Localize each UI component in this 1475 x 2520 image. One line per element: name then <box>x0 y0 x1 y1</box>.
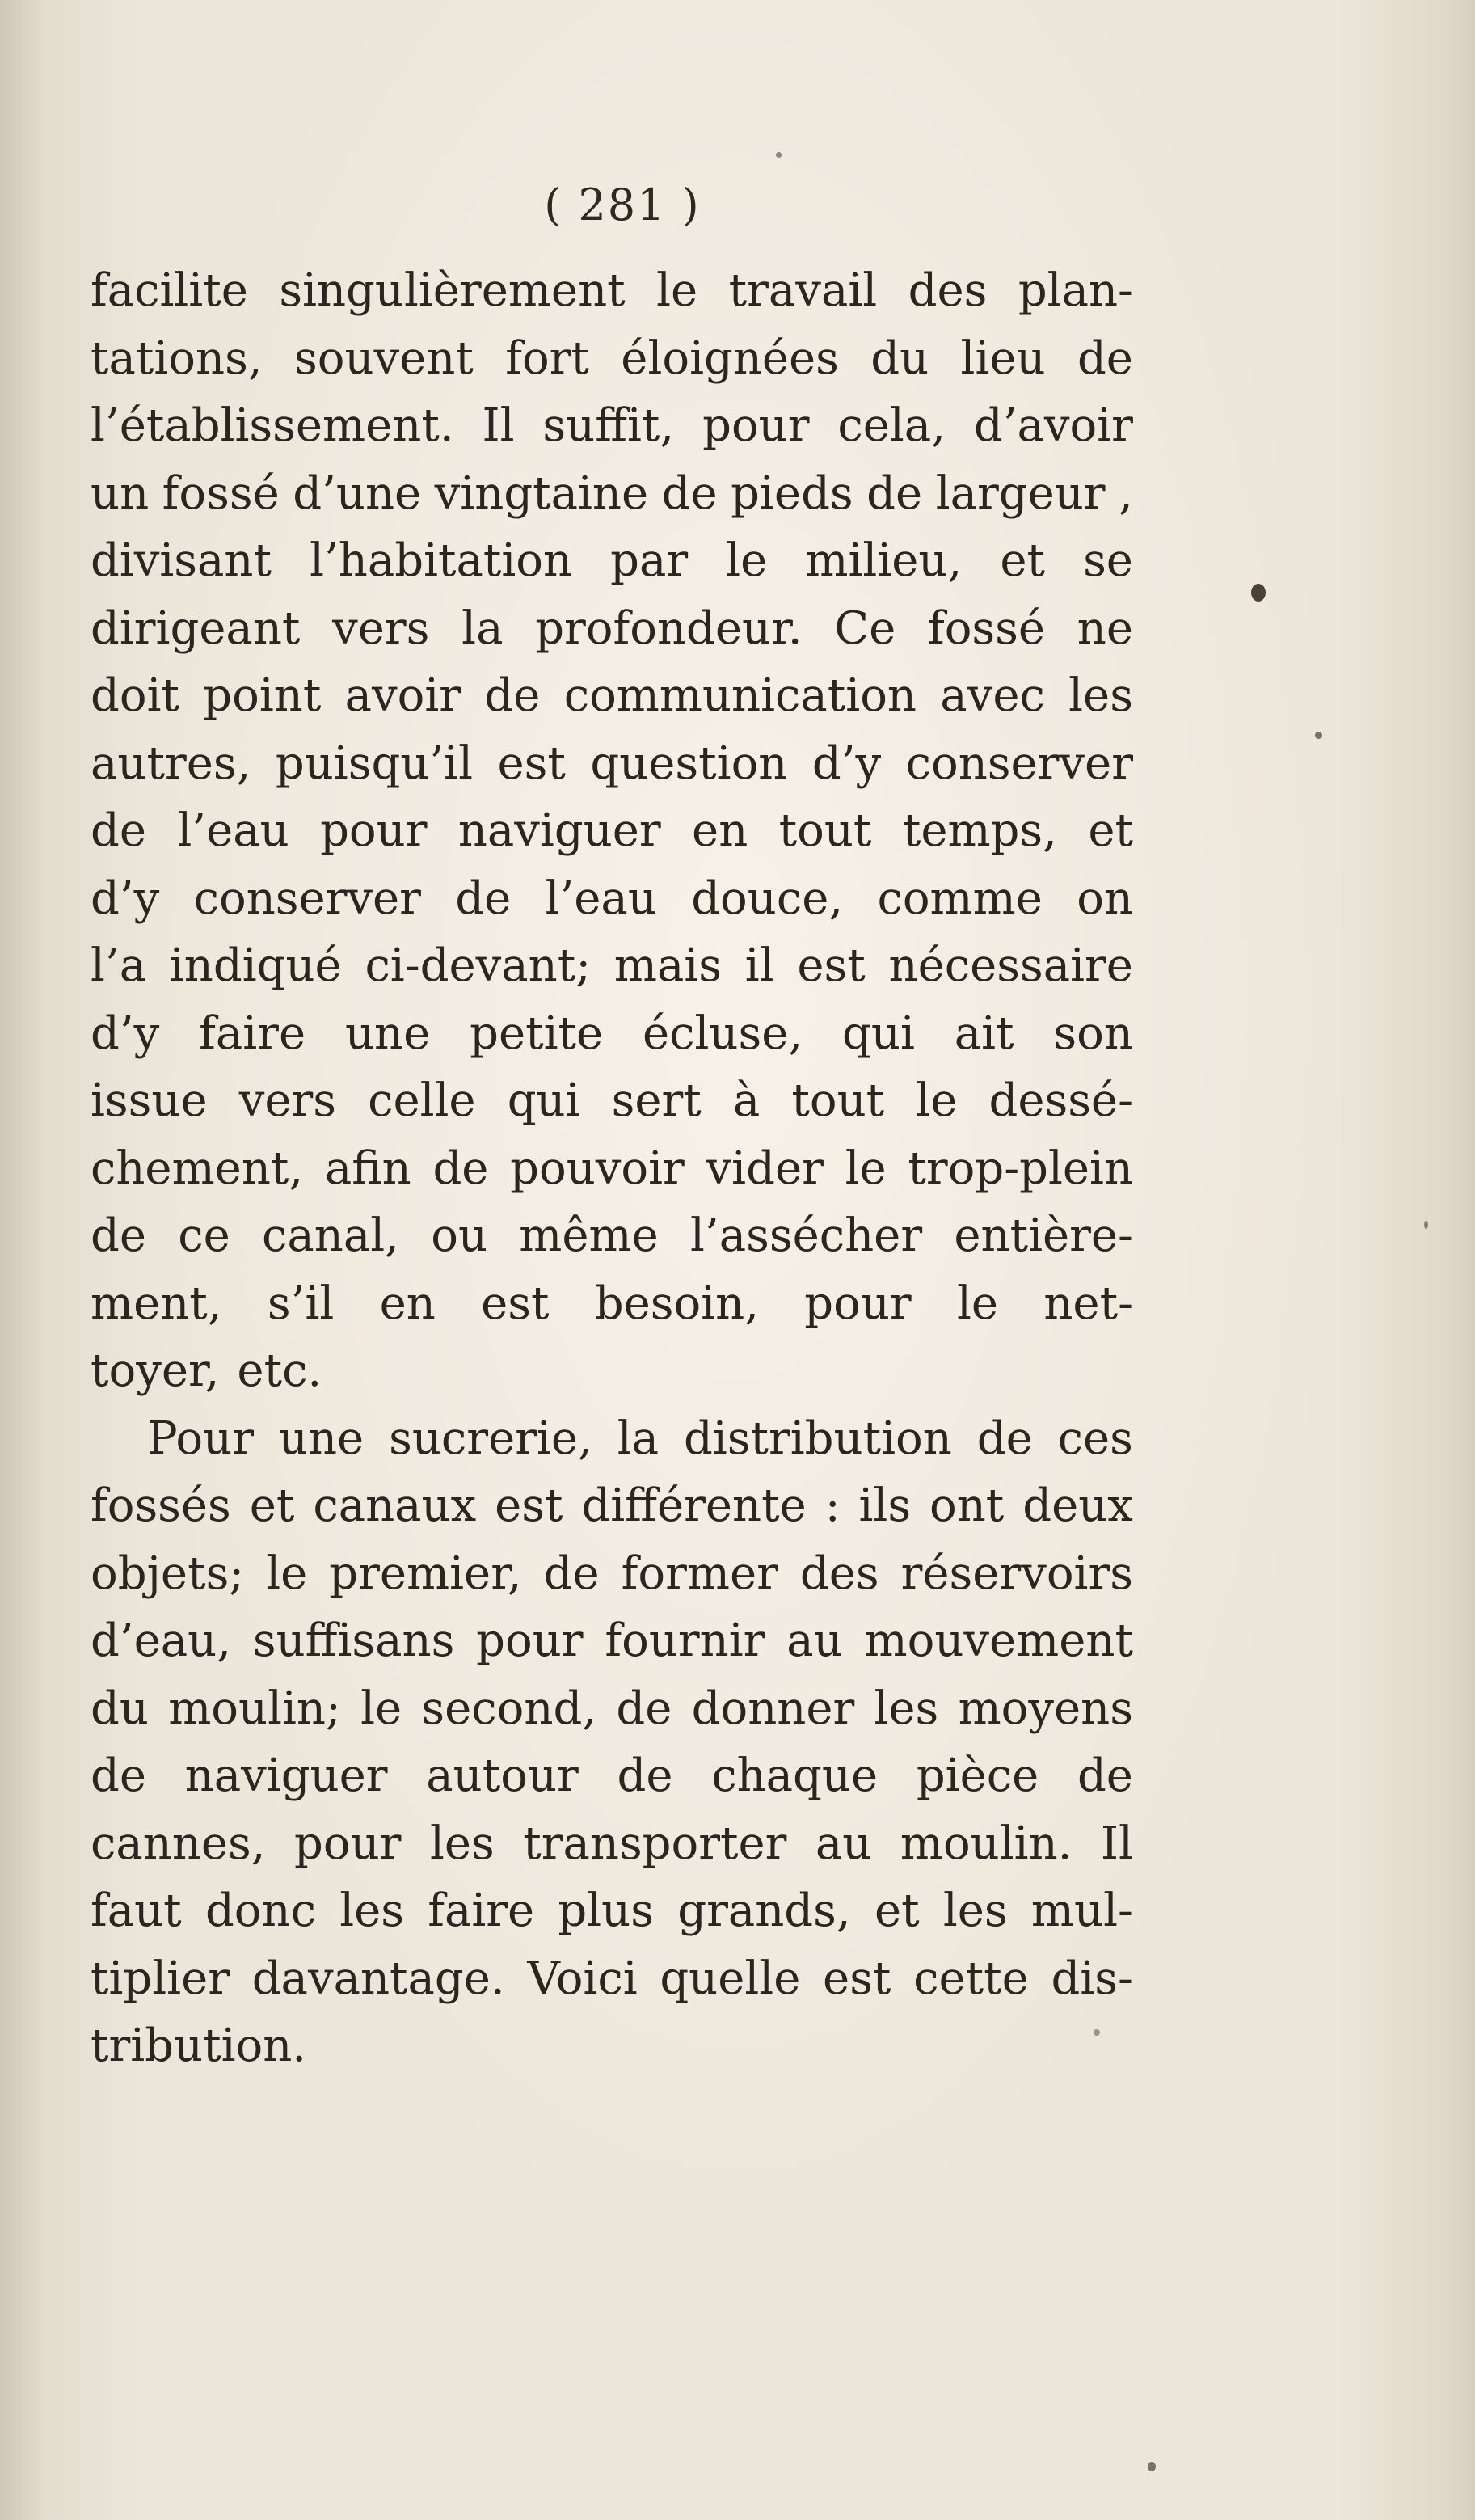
word: dessé- <box>988 1074 1133 1127</box>
word: entière- <box>954 1209 1133 1262</box>
word: autres, <box>91 737 251 790</box>
word: les <box>429 1817 495 1870</box>
ink-spot <box>1251 584 1266 602</box>
word: et <box>1088 804 1133 857</box>
word: grands, <box>677 1885 851 1937</box>
word: des <box>799 1547 879 1600</box>
word: canal, <box>262 1209 399 1262</box>
word: travail <box>728 264 878 317</box>
word: sucrerie, <box>389 1412 592 1465</box>
word: ci-devant; <box>365 939 592 992</box>
word: Il <box>1100 1817 1133 1870</box>
word: les <box>1068 669 1133 722</box>
word: qui <box>842 1007 915 1060</box>
text-line <box>91 1472 1133 1540</box>
ink-spot <box>1315 732 1322 739</box>
word: et <box>1000 534 1045 587</box>
word: pour <box>294 1817 402 1870</box>
page-number: ( 281 ) <box>544 179 701 230</box>
body-text <box>91 257 1133 2080</box>
word: en <box>379 1277 436 1330</box>
word: le <box>726 534 768 587</box>
word: en <box>692 804 748 857</box>
word: pour <box>702 399 810 452</box>
word: naviguer <box>184 1750 388 1802</box>
word: celle <box>368 1074 476 1127</box>
text-line <box>91 1945 1133 2013</box>
word: souvent <box>293 331 474 385</box>
word: même <box>519 1209 659 1262</box>
word: dirigeant <box>91 602 301 655</box>
word: canaux <box>313 1479 477 1532</box>
word: transporter <box>523 1817 787 1870</box>
word: Voici <box>527 1952 638 2005</box>
word: du <box>870 331 929 385</box>
word: de <box>91 804 146 857</box>
text-line <box>91 1405 1133 1473</box>
word: deux <box>1022 1479 1133 1532</box>
word: est <box>497 737 566 790</box>
text-line <box>91 1607 1133 1675</box>
word: donc <box>204 1885 316 1937</box>
word: ou <box>431 1209 488 1262</box>
word: pieds <box>731 466 853 520</box>
word: tribution. <box>91 2020 307 2072</box>
word: au <box>786 1615 843 1667</box>
word: on <box>1077 872 1133 925</box>
word: cannes, <box>91 1817 266 1870</box>
word: faut <box>91 1885 182 1937</box>
word: ment, <box>91 1277 222 1330</box>
word: naviguer <box>457 804 661 857</box>
word: se <box>1083 534 1133 587</box>
word: réservoirs <box>900 1547 1133 1600</box>
word: nécessaire <box>888 939 1133 992</box>
word: faire <box>428 1885 535 1937</box>
text-line <box>91 2012 1133 2080</box>
word: davantage. <box>251 1952 505 2005</box>
word: ces <box>1057 1412 1133 1465</box>
word: douce, <box>691 872 844 925</box>
ink-spot <box>776 152 782 158</box>
word: question <box>590 737 788 790</box>
word: son <box>1053 1007 1133 1060</box>
word: l’assécher <box>690 1209 923 1262</box>
word: communication <box>563 669 917 722</box>
word: cette <box>913 1952 1029 2005</box>
word: largeur <box>935 466 1106 520</box>
word: ce <box>178 1209 230 1262</box>
word: différente <box>581 1479 807 1532</box>
word: Il <box>482 399 515 452</box>
word: conserver <box>193 872 421 925</box>
word: écluse, <box>643 1007 803 1060</box>
word: fossés <box>91 1479 231 1532</box>
text-line <box>91 257 1133 325</box>
word: fossé <box>927 602 1046 655</box>
word: ont <box>929 1479 1005 1532</box>
word: net- <box>1043 1277 1133 1330</box>
word: faire <box>199 1007 306 1060</box>
word: temps, <box>902 804 1057 857</box>
word: les <box>942 1885 1008 1937</box>
word: chement, <box>91 1142 304 1195</box>
word: est <box>823 1952 891 2005</box>
word: par <box>610 534 689 587</box>
word: milieu, <box>805 534 963 587</box>
word: petite <box>470 1007 604 1060</box>
word: vider <box>706 1142 824 1195</box>
word: doit <box>91 669 179 722</box>
word: chaque <box>711 1750 879 1802</box>
text-line <box>91 1270 1133 1338</box>
word: suffit, <box>542 399 675 452</box>
word: lieu <box>960 331 1046 385</box>
word: s’il <box>267 1277 335 1330</box>
word: , <box>1119 466 1133 520</box>
word: de <box>617 1750 673 1802</box>
word: de <box>616 1682 672 1735</box>
word: des <box>908 264 988 317</box>
word: singulièrement <box>279 264 626 317</box>
word: trop-plein <box>908 1142 1133 1195</box>
word: sert <box>611 1074 702 1127</box>
word: besoin, <box>594 1277 759 1330</box>
word: conserver <box>905 737 1133 790</box>
word: Pour <box>147 1412 254 1465</box>
word: d’y <box>91 1007 160 1060</box>
word: distribution <box>684 1412 952 1465</box>
word: moulin. <box>900 1817 1073 1870</box>
word: est <box>481 1277 550 1330</box>
word: est <box>495 1479 563 1532</box>
word: plus <box>558 1885 654 1937</box>
word: former <box>621 1547 778 1600</box>
text-line <box>91 1810 1133 1878</box>
text-line <box>91 1000 1133 1068</box>
word: le <box>656 264 698 317</box>
text-line <box>91 865 1133 933</box>
word: d’y <box>811 737 882 790</box>
word: un <box>91 466 150 520</box>
word: de <box>455 872 512 925</box>
word: objets; <box>91 1547 245 1600</box>
word: etc. <box>237 1344 322 1397</box>
word: d’une <box>293 466 422 520</box>
word: toyer, <box>91 1344 220 1397</box>
word: d’avoir <box>973 399 1133 452</box>
word: le <box>957 1277 999 1330</box>
word: comme <box>877 872 1043 925</box>
text-line <box>91 1540 1133 1608</box>
word: pouvoir <box>510 1142 685 1195</box>
word: le <box>266 1547 308 1600</box>
word: ne <box>1077 602 1133 655</box>
word: fossé <box>162 466 280 520</box>
word: avec <box>940 669 1045 722</box>
text-line <box>91 1202 1133 1270</box>
text-line <box>91 1675 1133 1743</box>
word: cela, <box>837 399 946 452</box>
word: de <box>543 1547 600 1600</box>
word: issue <box>91 1074 208 1127</box>
word: pour <box>804 1277 912 1330</box>
word: et <box>249 1479 295 1532</box>
word: la <box>617 1412 660 1465</box>
word: suffisans <box>252 1615 455 1667</box>
text-line <box>91 797 1133 865</box>
text-line <box>91 527 1133 595</box>
word: le <box>360 1682 402 1735</box>
word: l’a <box>91 939 147 992</box>
word: du <box>91 1682 149 1735</box>
word: pour <box>476 1615 584 1667</box>
word: qui <box>507 1074 580 1127</box>
text-line <box>91 1135 1133 1203</box>
word: fournir <box>605 1615 765 1667</box>
word: facilite <box>91 264 248 317</box>
text-line <box>91 1067 1133 1135</box>
word: au <box>815 1817 872 1870</box>
word: Ce <box>834 602 896 655</box>
word: point <box>203 669 322 722</box>
text-line <box>91 325 1133 393</box>
text-line <box>91 1742 1133 1810</box>
word: d’y <box>91 872 160 925</box>
text-line <box>91 662 1133 730</box>
word: éloignées <box>621 331 839 385</box>
text-line <box>91 1337 1133 1405</box>
text-line <box>91 392 1133 460</box>
word: fort <box>505 331 589 385</box>
word: ils <box>858 1479 912 1532</box>
word: dis- <box>1051 1952 1133 2005</box>
word: il <box>744 939 774 992</box>
word: le <box>916 1074 958 1127</box>
word: tout <box>791 1074 885 1127</box>
word: tout <box>778 804 872 857</box>
word: l’eau <box>545 872 657 925</box>
word: l’établissement. <box>91 399 454 452</box>
ink-spot <box>1424 1221 1428 1229</box>
text-line <box>91 932 1133 1000</box>
word: les <box>874 1682 939 1735</box>
word: mouvement <box>864 1615 1133 1667</box>
word: pièce <box>916 1750 1039 1802</box>
word: et <box>874 1885 920 1937</box>
word: de <box>866 466 923 520</box>
word: afin <box>324 1142 411 1195</box>
word: vers <box>238 1074 336 1127</box>
ink-spot <box>1148 2462 1156 2471</box>
word: l’eau <box>177 804 289 857</box>
word: est <box>797 939 866 992</box>
word: mul- <box>1030 1885 1133 1937</box>
word: moulin; <box>168 1682 341 1735</box>
word: les <box>339 1885 404 1937</box>
word: premier, <box>329 1547 522 1600</box>
word: de <box>661 466 718 520</box>
word: donner <box>691 1682 855 1735</box>
text-line <box>91 730 1133 798</box>
word: de <box>1077 1750 1133 1802</box>
word: une <box>344 1007 431 1060</box>
word: autour <box>426 1750 579 1802</box>
word: d’eau, <box>91 1615 232 1667</box>
word: divisant <box>91 534 272 587</box>
word: l’habitation <box>310 534 573 587</box>
word: quelle <box>660 1952 801 2005</box>
word: : <box>824 1479 841 1532</box>
word: vers <box>332 602 430 655</box>
text-line <box>91 595 1133 663</box>
word: indiqué <box>169 939 342 992</box>
word: pour <box>320 804 428 857</box>
word: puisqu’il <box>275 737 473 790</box>
word: de <box>976 1412 1033 1465</box>
word: vingtaine <box>434 466 649 520</box>
word: de <box>1077 331 1133 385</box>
word: de <box>91 1750 146 1802</box>
word: le <box>845 1142 887 1195</box>
text-line <box>91 1877 1133 1945</box>
text-line <box>91 460 1133 528</box>
word: de <box>91 1209 146 1262</box>
word: profondeur. <box>535 602 803 655</box>
word: une <box>278 1412 365 1465</box>
word: ait <box>954 1007 1014 1060</box>
word: tations, <box>91 331 263 385</box>
word: second, <box>421 1682 597 1735</box>
word: mais <box>613 939 722 992</box>
word: moyens <box>958 1682 1133 1735</box>
word: à <box>732 1074 761 1127</box>
word: de <box>484 669 541 722</box>
word: de <box>432 1142 489 1195</box>
word: plan- <box>1018 264 1133 317</box>
word: avoir <box>344 669 461 722</box>
word: tiplier <box>91 1952 230 2005</box>
word: la <box>461 602 504 655</box>
